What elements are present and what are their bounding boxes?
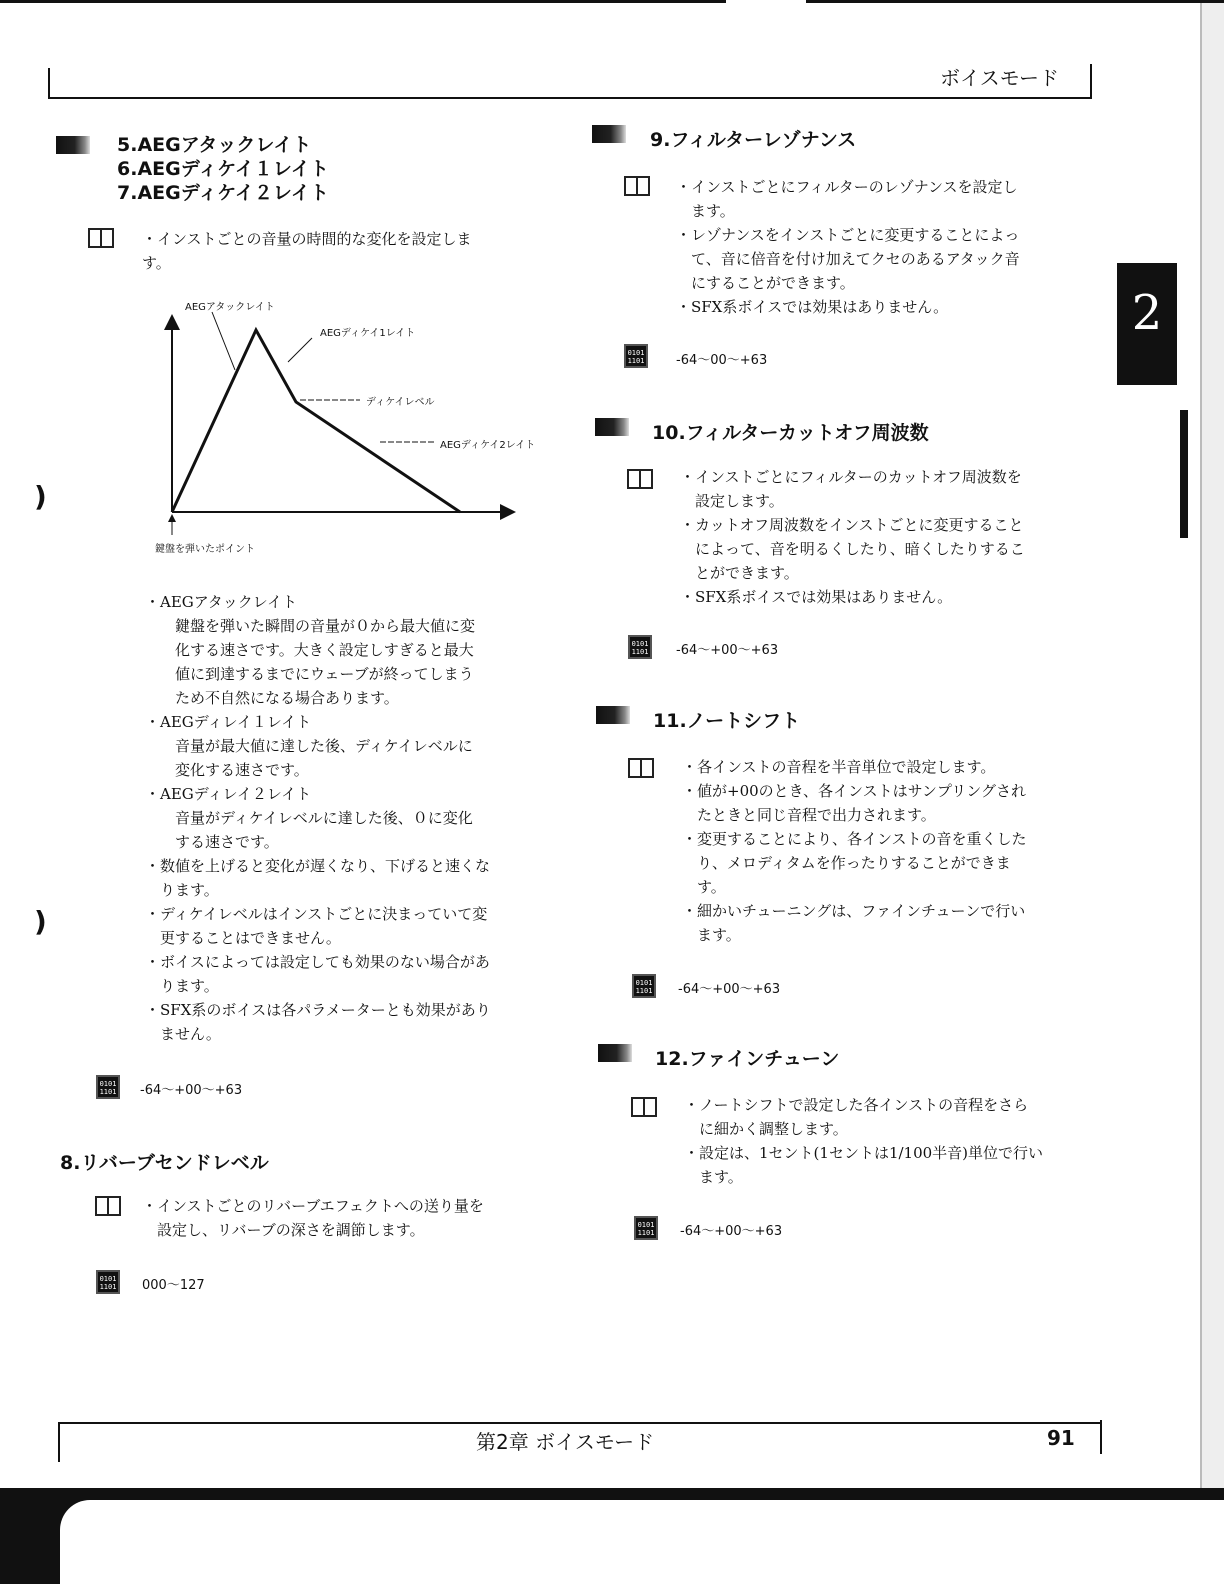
section-marker — [598, 1044, 632, 1062]
binary-icon: 0101 1101 — [632, 974, 656, 998]
side-scan-mark — [1180, 410, 1188, 538]
finetune-range: -64～+00～+63 — [680, 1224, 783, 1239]
attack-pointer — [212, 312, 235, 370]
label-attack: AEGアタックレイト — [185, 302, 275, 313]
footer-chapter: 第2章 ボイスモード — [476, 1430, 655, 1454]
section-marker — [56, 136, 90, 154]
book-icon — [95, 1196, 121, 1216]
finetune-heading: 12.ファインチューン — [655, 1048, 840, 1070]
binary-icon: 0101 1101 — [96, 1075, 120, 1099]
decay1-pointer — [288, 338, 312, 362]
aeg-heading-3: 7.AEGディケイ２レイト — [117, 182, 329, 204]
binary-icon: 0101 1101 — [634, 1216, 658, 1240]
aeg-intro-line: ・インストごとの音量の時間的な変化を設定しま — [142, 230, 472, 248]
book-icon — [628, 758, 654, 778]
reverb-body-line: 設定し、リバーブの深さを調節します。 — [142, 1221, 425, 1239]
reverb-range: 000～127 — [142, 1278, 205, 1293]
binary-icon: 0101 1101 — [96, 1270, 120, 1294]
noteshift-range: -64～+00～+63 — [678, 982, 781, 997]
aeg-intro-line: す。 — [142, 254, 171, 272]
book-icon — [631, 1097, 657, 1117]
noteshift-heading: 11.ノートシフト — [653, 710, 801, 732]
page-number: 91 — [1047, 1426, 1075, 1450]
header-title: ボイスモード — [940, 66, 1059, 90]
chapter-tab-number: 2 — [1131, 285, 1163, 341]
label-decay-level: ディケイレベル — [366, 397, 435, 408]
aeg-range: -64～+00～+63 — [140, 1083, 243, 1098]
section-marker — [596, 706, 630, 724]
section-marker — [592, 125, 626, 143]
binding-mark: ) — [34, 480, 47, 513]
top-scan-gap — [726, 0, 806, 3]
envelope-curve — [172, 330, 460, 512]
binary-icon: 0101 1101 — [628, 635, 652, 659]
page-border-right — [1200, 0, 1224, 1490]
footer-rule — [58, 1422, 1102, 1424]
footer-rule-right — [1100, 1420, 1102, 1454]
section-marker — [595, 418, 629, 436]
resonance-range: -64～00～+63 — [676, 353, 768, 368]
binding-mark: ) — [34, 905, 47, 938]
book-icon — [627, 469, 653, 489]
resonance-heading: 9.フィルターレゾナンス — [650, 129, 857, 151]
cutoff-range: -64～+00～+63 — [676, 643, 779, 658]
reverb-body-line: ・インストごとのリバーブエフェクトへの送り量を — [142, 1197, 484, 1215]
top-scan-line — [0, 0, 1224, 3]
book-icon — [88, 228, 114, 248]
label-decay2: AEGディケイ2レイト — [440, 440, 536, 451]
aeg-heading-1: 5.AEGアタックレイト — [117, 134, 312, 156]
label-decay1: AEGディケイ1レイト — [320, 328, 416, 339]
header-rule-right — [1090, 64, 1092, 98]
footer-rule-left — [58, 1422, 60, 1462]
label-key-point: 鍵盤を弾いたポイント — [155, 544, 255, 555]
cutoff-heading: 10.フィルターカットオフ周波数 — [652, 422, 929, 444]
header-rule — [48, 97, 1092, 99]
header-rule-left — [48, 68, 50, 98]
binary-icon: 0101 1101 — [624, 344, 648, 368]
book-icon — [624, 176, 650, 196]
aeg-heading-2: 6.AEGディケイ１レイト — [117, 158, 329, 180]
page-bottom-scan-edge — [60, 1500, 1224, 1584]
reverb-heading: 8.リバーブセンドレベル — [60, 1152, 269, 1174]
